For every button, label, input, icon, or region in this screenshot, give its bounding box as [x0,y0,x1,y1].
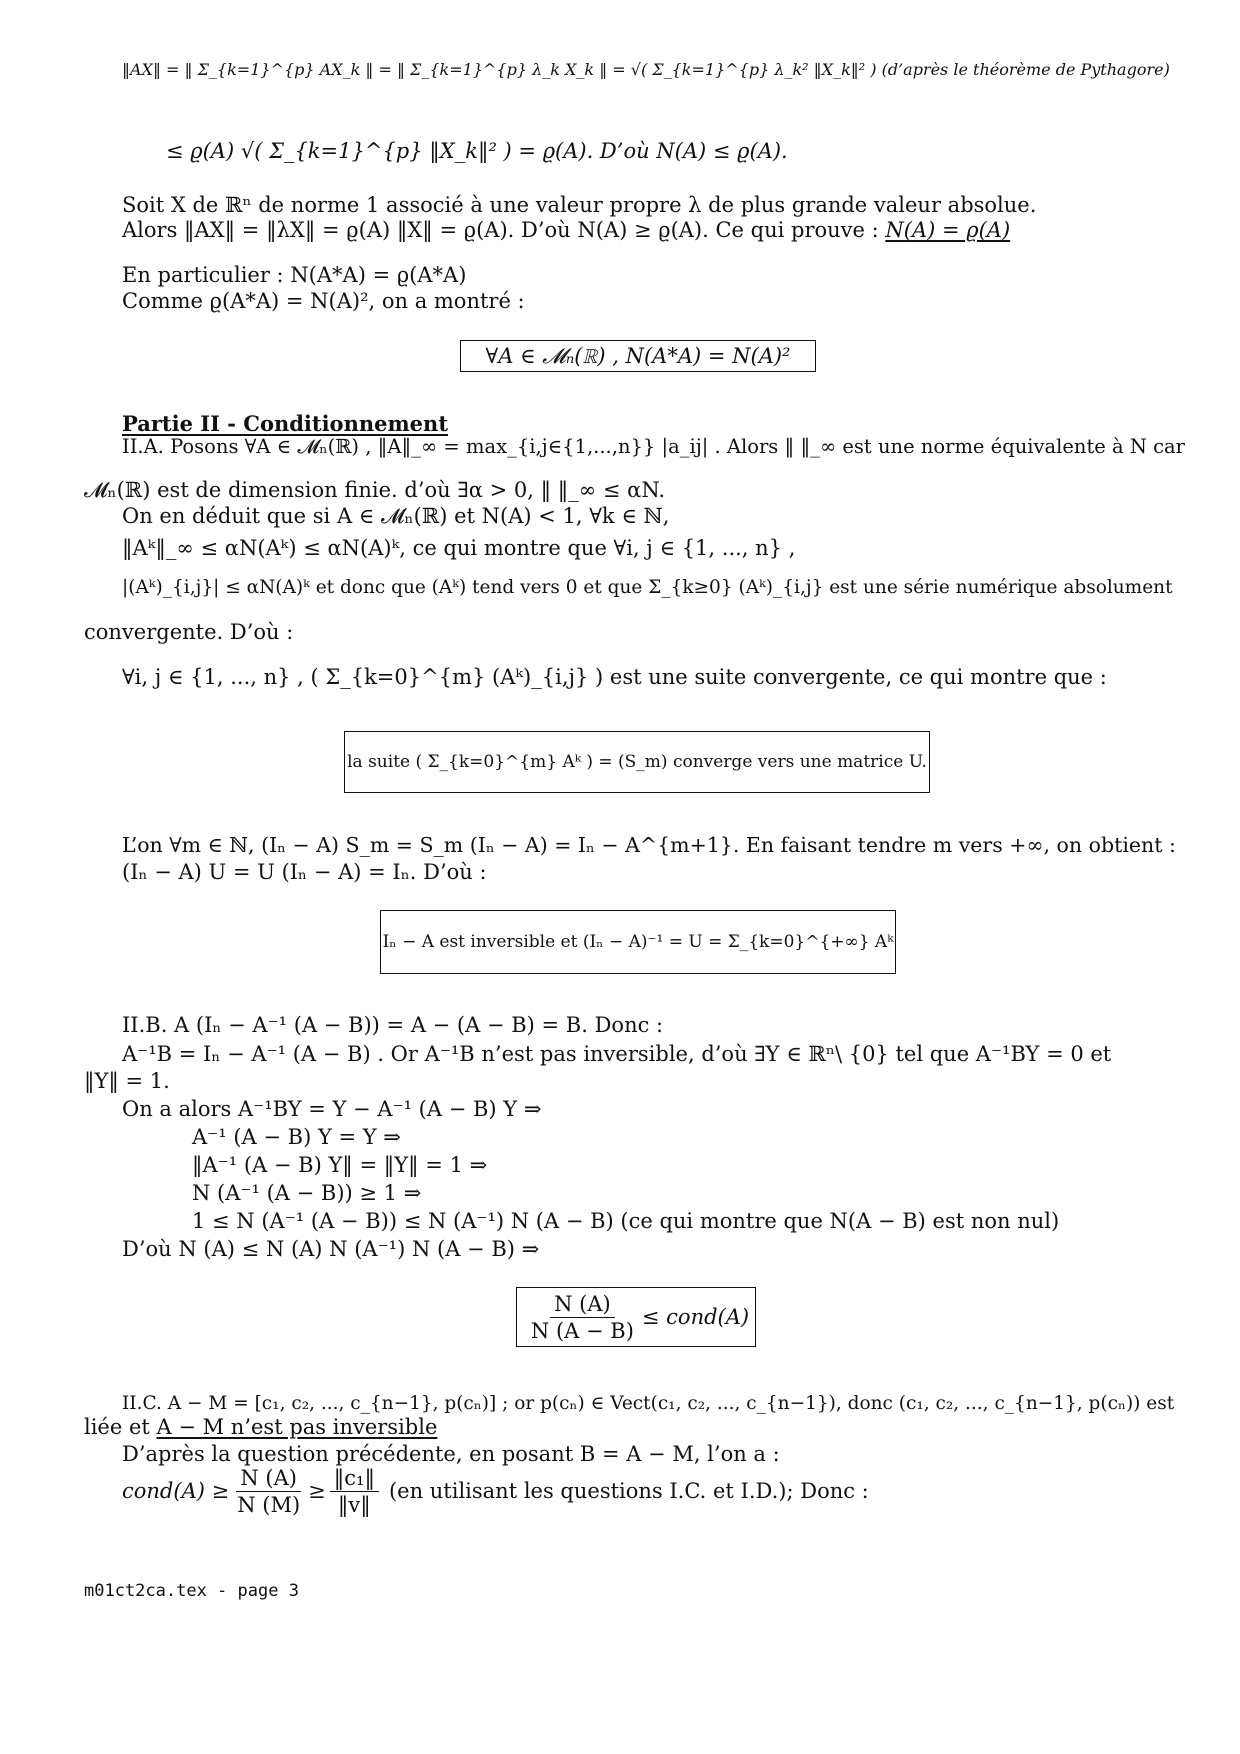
text-IIA-1: II.A. Posons ∀A ∈ 𝓜ₙ(ℝ) , ‖A‖_∞ = max_{i,j∈{1,...,n}} |a_ij| . Alors ‖ ‖_∞ est une norme équivalente à N car [122,435,1185,458]
text-IIB-5: A⁻¹ (A − B) Y = Y ⇒ [192,1125,401,1149]
section-heading: Partie II - Conditionnement [122,411,449,436]
fraction-numerator-c1: ‖c₁‖ [330,1465,379,1492]
text-in-particular: En particulier : N(A*A) = ϱ(A*A) [122,263,467,287]
boxed-result-1: ∀A ∈ 𝓜ₙ(ℝ) , N(A*A) = N(A)² [460,340,816,372]
text-IIC-2-prefix: liée et [84,1415,157,1439]
text-IIB-4: On a alors A⁻¹BY = Y − A⁻¹ (A − B) Y ⇒ [122,1097,542,1121]
text-IIC-1: II.C. A − M = [c₁, c₂, ..., c_{n−1}, p(cₙ)] ; or p(cₙ) ∈ Vect(c₁, c₂, ..., c_{n−1}), donc (c₁, c₂, ..., c_{n−1}, p(cₙ)) est [122,1393,1175,1414]
text-conclusion-line [122,217,1010,244]
equation-norm-ax: ‖AX‖ = ‖ Σ_{k=1}^{p} AX_k ‖ = ‖ Σ_{k=1}^{p} λ_k X_k ‖ = √( Σ_{k=1}^{p} λ_k² ‖X_k‖² ) (d’après le théorème de Pythagore) [122,60,1170,79]
text-IIA-9: (Iₙ − A) U = U (Iₙ − A) = Iₙ. D’où : [122,860,487,884]
text-IIA-8: L’on ∀m ∈ ℕ, (Iₙ − A) S_m = S_m (Iₙ − A) = Iₙ − A^{m+1}. En faisant tendre m vers +∞, on obtient : [122,833,1176,857]
text-IIC-4 [122,1465,869,1518]
text-IIB-6: ‖A⁻¹ (A − B) Y‖ = ‖Y‖ = 1 ⇒ [192,1153,488,1177]
result-not-invertible: A − M n’est pas inversible [156,1415,438,1439]
fraction-denominator-v: ‖v‖ [337,1493,371,1517]
text-IIC-3: D’après la question précédente, en posant B = A − M, l’on a : [122,1442,780,1466]
text-IIA-2: 𝓜ₙ(ℝ) est de dimension finie. d’où ∃α > 0, ‖ ‖_∞ ≤ αN. [84,478,666,502]
equation-inequality-rho: ≤ ϱ(A) √( Σ_{k=1}^{p} ‖X_k‖² ) = ϱ(A). D’où N(A) ≤ ϱ(A). [166,139,788,163]
boxed-result-2: la suite ( Σ_{k=0}^{m} Aᵏ ) = (S_m) converge vers une matrice U. [344,731,930,793]
geq-sign: ≥ [308,1479,326,1503]
text-IIB-3: ‖Y‖ = 1. [84,1069,170,1093]
boxed-result-3: Iₙ − A est inversible et (Iₙ − A)⁻¹ = U = Σ_{k=0}^{+∞} Aᵏ [380,910,896,974]
text-IIB-9: D’où N (A) ≤ N (A) N (A⁻¹) N (A − B) ⇒ [122,1237,540,1261]
fraction-na-over-nm [233,1465,304,1518]
text-comme: Comme ϱ(A*A) = N(A)², on a montré : [122,289,525,313]
cond-a-label: cond(A) ≥ [122,1479,230,1503]
boxed-result-4 [516,1287,756,1347]
text-IIA-5: |(Aᵏ)_{i,j}| ≤ αN(A)ᵏ et donc que (Aᵏ) tend vers 0 et que Σ_{k≥0} (Aᵏ)_{i,j} est une série numérique absolument [122,577,1173,598]
text-conclusion-prefix: Alors ‖AX‖ = ‖λX‖ = ϱ(A) ‖X‖ = ϱ(A). D’où N(A) ≥ ϱ(A). Ce qui prouve : [122,218,886,242]
text-IIB-8: 1 ≤ N (A⁻¹ (A − B)) ≤ N (A⁻¹) N (A − B) (ce qui montre que N(A − B) est non nul) [192,1209,1060,1233]
fraction-denominator: N (A − B) [530,1318,634,1343]
text-IIB-2: A⁻¹B = Iₙ − A⁻¹ (A − B) . Or A⁻¹B n’est pas inversible, d’où ∃Y ∈ ℝⁿ\ {0} tel que A⁻¹BY = 0 et [122,1042,1112,1066]
fraction-na-over-nab [527,1291,638,1344]
text-IIA-6: convergente. D’où : [84,620,294,644]
text-IIB-1: II.B. A (Iₙ − A⁻¹ (A − B)) = A − (A − B) = B. Donc : [122,1013,664,1037]
fraction-numerator: N (A) [550,1291,615,1318]
text-IIC-2 [84,1414,437,1441]
fraction-denominator-nm: N (M) [237,1493,301,1517]
text-IIB-7: N (A⁻¹ (A − B)) ≥ 1 ⇒ [192,1181,422,1205]
text-IIC-4-suffix: (en utilisant les questions I.C. et I.D.); Donc : [388,1479,869,1503]
cond-inequality: ≤ cond(A) [641,1304,750,1329]
text-IIA-3: On en déduit que si A ∈ 𝓜ₙ(ℝ) et N(A) < 1, ∀k ∈ ℕ, [122,504,670,528]
text-IIA-7: ∀i, j ∈ {1, ..., n} , ( Σ_{k=0}^{m} (Aᵏ)_{i,j} ) est une suite convergente, ce qui montre que : [122,665,1107,689]
text-eigenvector: Soit X de ℝⁿ de norme 1 associé à une valeur propre λ de plus grande valeur absolue. [122,193,1037,217]
result-n-equals-rho: N(A) = ϱ(A) [885,218,1011,242]
text-IIA-4: ‖Aᵏ‖_∞ ≤ αN(Aᵏ) ≤ αN(A)ᵏ, ce qui montre que ∀i, j ∈ {1, ..., n} , [122,536,796,560]
fraction-c1-over-v [330,1465,379,1518]
fraction-numerator-na: N (A) [236,1465,301,1492]
page-footer: m01ct2ca.tex - page 3 [84,1581,299,1601]
